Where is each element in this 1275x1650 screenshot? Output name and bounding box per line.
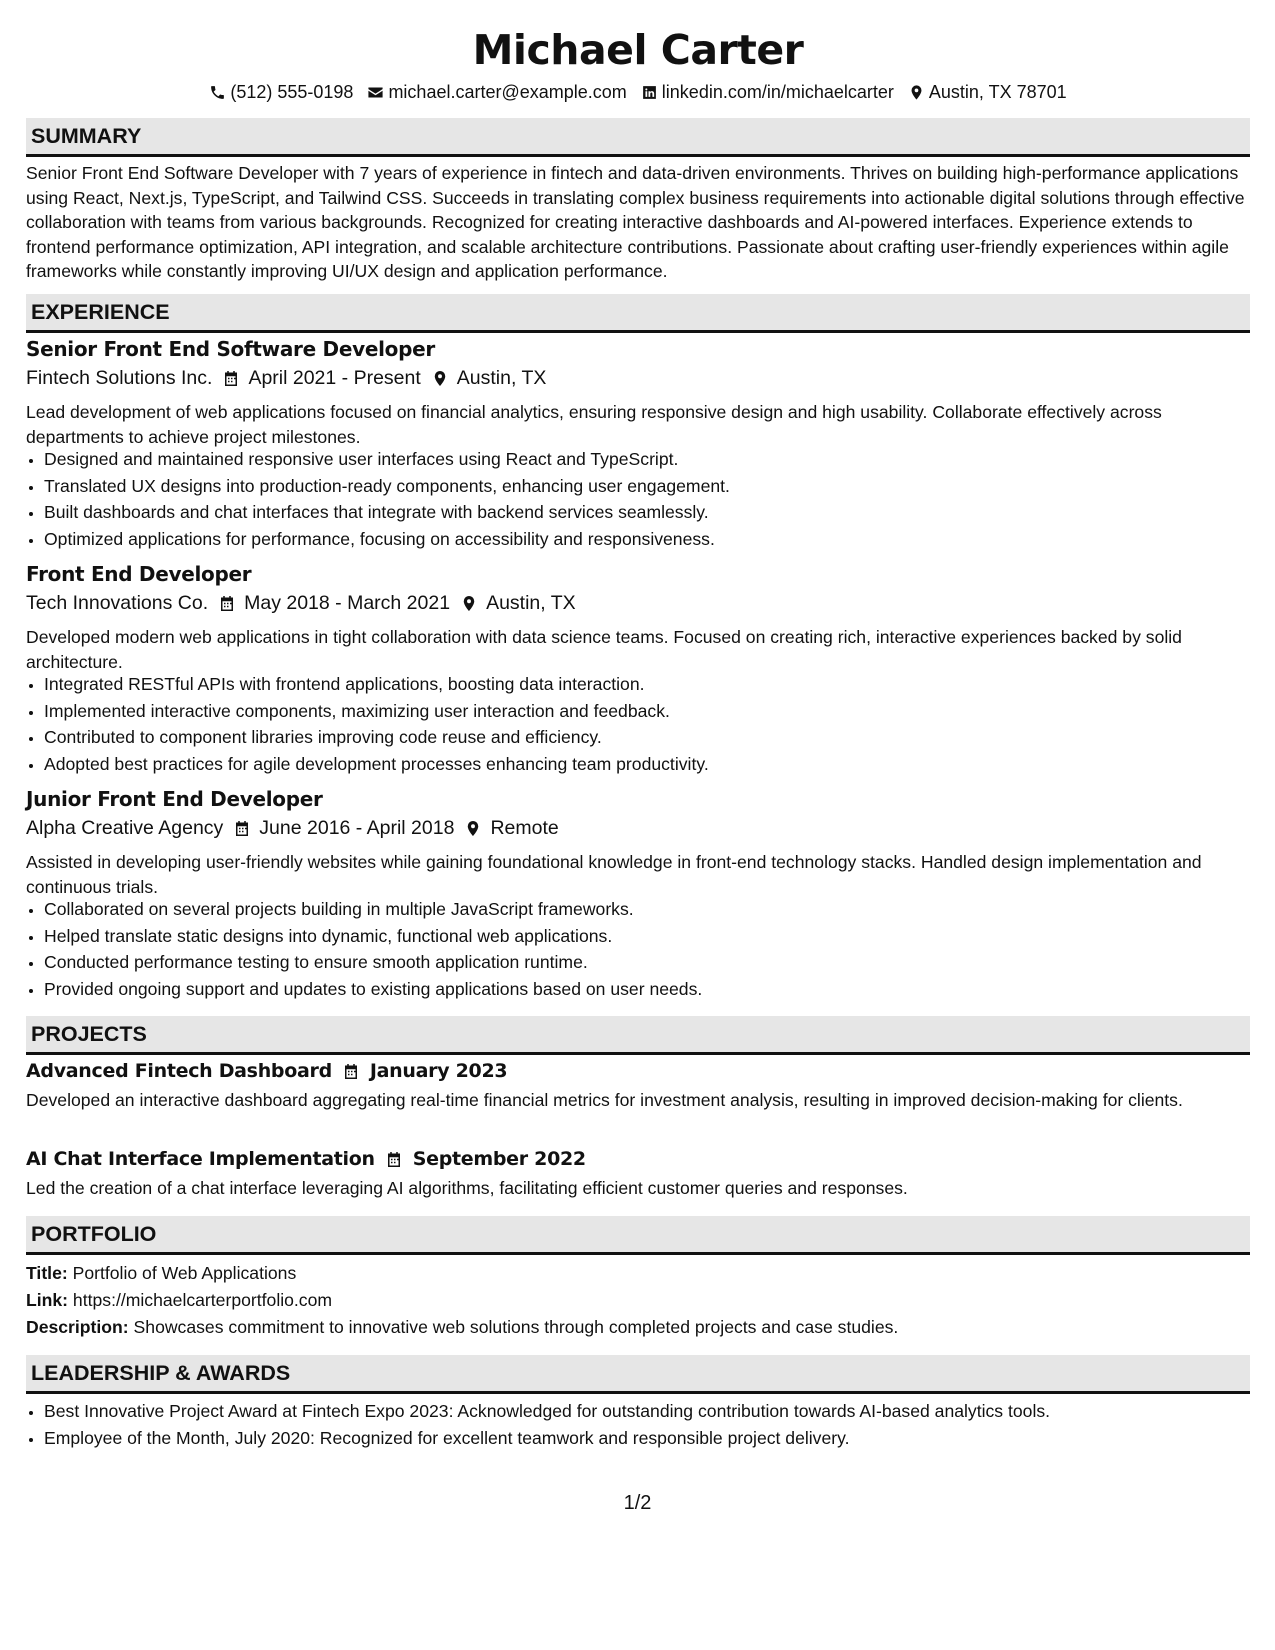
job-location <box>431 367 547 390</box>
project-description: Led the creation of a chat interface leveraging AI algorithms, facilitating efficient customer queries and responses. <box>26 1178 908 1198</box>
linkedin-icon <box>641 84 658 101</box>
job-company: Alpha Creative Agency <box>26 817 224 839</box>
job-company: Fintech Solutions Inc. <box>26 367 213 389</box>
job-description: Lead development of web applications focused on financial analytics, ensuring responsive design and high usability. Collaborate effectively across departments to achieve project milestones. <box>26 402 1162 447</box>
list-item: • Collaborated on several projects building in multiple JavaScript frameworks. <box>44 896 702 923</box>
location-text: Austin, TX 78701 <box>928 81 1067 102</box>
phone-text: (512) 555-0198 <box>230 81 354 102</box>
portfolio-description-value: Showcases commitment to innovative web solutions through completed projects and case studies. <box>133 1317 899 1337</box>
job-title: Front End Developer <box>26 562 252 586</box>
list-item: • Designed and maintained responsive user interfaces using React and TypeScript. <box>44 446 730 473</box>
resume-page <box>26 0 1250 1448</box>
list-item: • Integrated RESTful APIs with frontend applications, boosting data interaction. <box>44 671 709 698</box>
map-pin-icon <box>431 369 449 388</box>
project-title <box>26 1148 586 1170</box>
project-date: September 2022 <box>412 1148 586 1170</box>
list-item: • Translated UX designs into production-ready components, enhancing user engagement. <box>44 473 730 500</box>
section-heading-projects: PROJECTS <box>26 1016 1250 1055</box>
list-item: • Adopted best practices for agile development processes enhancing team productivity. <box>44 751 709 778</box>
portfolio-link <box>26 1290 332 1311</box>
contact-email[interactable] <box>367 82 626 103</box>
job-location-text: Austin, TX <box>486 592 576 614</box>
job-location-text: Austin, TX <box>456 367 547 389</box>
calendar-icon <box>342 1062 360 1081</box>
portfolio-title-label: Title: <box>26 1263 68 1283</box>
list-item: • Optimized applications for performance, focusing on accessibility and responsiveness. <box>44 526 730 553</box>
job-description: Assisted in developing user-friendly websites while gaining foundational knowledge in front-end technology stacks. Handled design implementation and continuous trials. <box>26 852 1202 897</box>
section-heading-experience: EXPERIENCE <box>26 294 1250 333</box>
list-item: • Best Innovative Project Award at Fintech Expo 2023: Acknowledged for outstanding contribution towards AI-based analytics tools. <box>44 1398 1050 1425</box>
calendar-icon <box>218 594 236 613</box>
job-dates-text: May 2018 - March 2021 <box>244 592 451 614</box>
section-heading-portfolio: PORTFOLIO <box>26 1216 1250 1255</box>
calendar-icon <box>233 819 251 838</box>
list-item: • Implemented interactive components, maximizing user interaction and feedback. <box>44 698 709 725</box>
candidate-name: Michael Carter <box>472 26 804 74</box>
list-item: • Contributed to component libraries improving code reuse and efficiency. <box>44 724 709 751</box>
job-title: Junior Front End Developer <box>26 787 323 811</box>
portfolio-link-label: Link: <box>26 1290 69 1310</box>
project-description: Developed an interactive dashboard aggregating real-time financial metrics for investment analysis, resulting in improved decision-making for clients. <box>26 1090 1183 1110</box>
job-title: Senior Front End Software Developer <box>26 337 435 361</box>
portfolio-title <box>26 1263 296 1284</box>
contact-location <box>908 82 1067 103</box>
list-item: • Provided ongoing support and updates to existing applications based on user needs. <box>44 976 702 1003</box>
job-location <box>464 817 558 840</box>
calendar-icon <box>385 1150 403 1169</box>
job-bullets <box>26 896 702 1002</box>
project-name: AI Chat Interface Implementation <box>26 1148 375 1170</box>
portfolio-description <box>26 1317 898 1338</box>
summary-text: Senior Front End Software Developer with 7 years of experience in fintech and data-driven environments. Thrives on building high-performance applications using React, Next.js, TypeScript, and Tailwind CSS. Succeeds in translating complex business requirements into actionable digital solutions through effective collaboration with teams from various backgrounds. Recognized for creating interactive dashboards and AI-powered interfaces. Experience extends to frontend performance optimization, API integration, and scalable architecture contributions. Passionate about crafting user-friendly experiences within agile frameworks while constantly improving UI/UX design and application performance. <box>26 163 1245 281</box>
calendar-icon <box>222 369 240 388</box>
section-heading-leadership: LEADERSHIP & AWARDS <box>26 1355 1250 1394</box>
awards-list <box>26 1398 1050 1451</box>
resume-header <box>26 24 1250 106</box>
job-meta <box>26 367 546 390</box>
job-dates-text: June 2016 - April 2018 <box>259 817 455 839</box>
envelope-icon <box>367 84 384 101</box>
linkedin-text[interactable]: linkedin.com/in/michaelcarter <box>661 81 894 102</box>
job-dates <box>233 817 454 840</box>
job-dates <box>222 367 420 390</box>
job-description: Developed modern web applications in tight collaboration with data science teams. Focused on creating rich, interactive experiences backed by solid architecture. <box>26 627 1182 672</box>
portfolio-link-value[interactable]: https://michaelcarterportfolio.com <box>72 1290 333 1310</box>
job-dates-text: April 2021 - Present <box>248 367 421 389</box>
job-location <box>460 592 576 615</box>
list-item: • Helped translate static designs into dynamic, functional web applications. <box>44 923 702 950</box>
email-text[interactable]: michael.carter@example.com <box>388 81 627 102</box>
portfolio-title-value: Portfolio of Web Applications <box>72 1263 297 1283</box>
job-dates <box>218 592 450 615</box>
project-name: Advanced Fintech Dashboard <box>26 1060 332 1082</box>
contact-linkedin[interactable] <box>641 82 894 103</box>
job-bullets <box>26 446 730 552</box>
contact-phone <box>209 82 353 103</box>
phone-icon <box>209 84 226 101</box>
map-pin-icon <box>460 594 478 613</box>
job-meta <box>26 592 576 615</box>
map-pin-icon <box>908 84 925 101</box>
list-item: • Conducted performance testing to ensure smooth application runtime. <box>44 949 702 976</box>
list-item: • Built dashboards and chat interfaces that integrate with backend services seamlessly. <box>44 499 730 526</box>
portfolio-description-label: Description: <box>26 1317 129 1337</box>
job-company: Tech Innovations Co. <box>26 592 209 614</box>
job-location-text: Remote <box>490 817 559 839</box>
map-pin-icon <box>464 819 482 838</box>
project-date: January 2023 <box>369 1060 508 1082</box>
contact-bar <box>26 78 1250 106</box>
list-item: • Employee of the Month, July 2020: Recognized for excellent teamwork and responsible project delivery. <box>44 1425 1050 1452</box>
job-bullets <box>26 671 709 777</box>
page-number: 1/2 <box>623 1492 652 1514</box>
project-title <box>26 1060 507 1082</box>
job-meta <box>26 817 559 840</box>
section-heading-summary: SUMMARY <box>26 118 1250 157</box>
